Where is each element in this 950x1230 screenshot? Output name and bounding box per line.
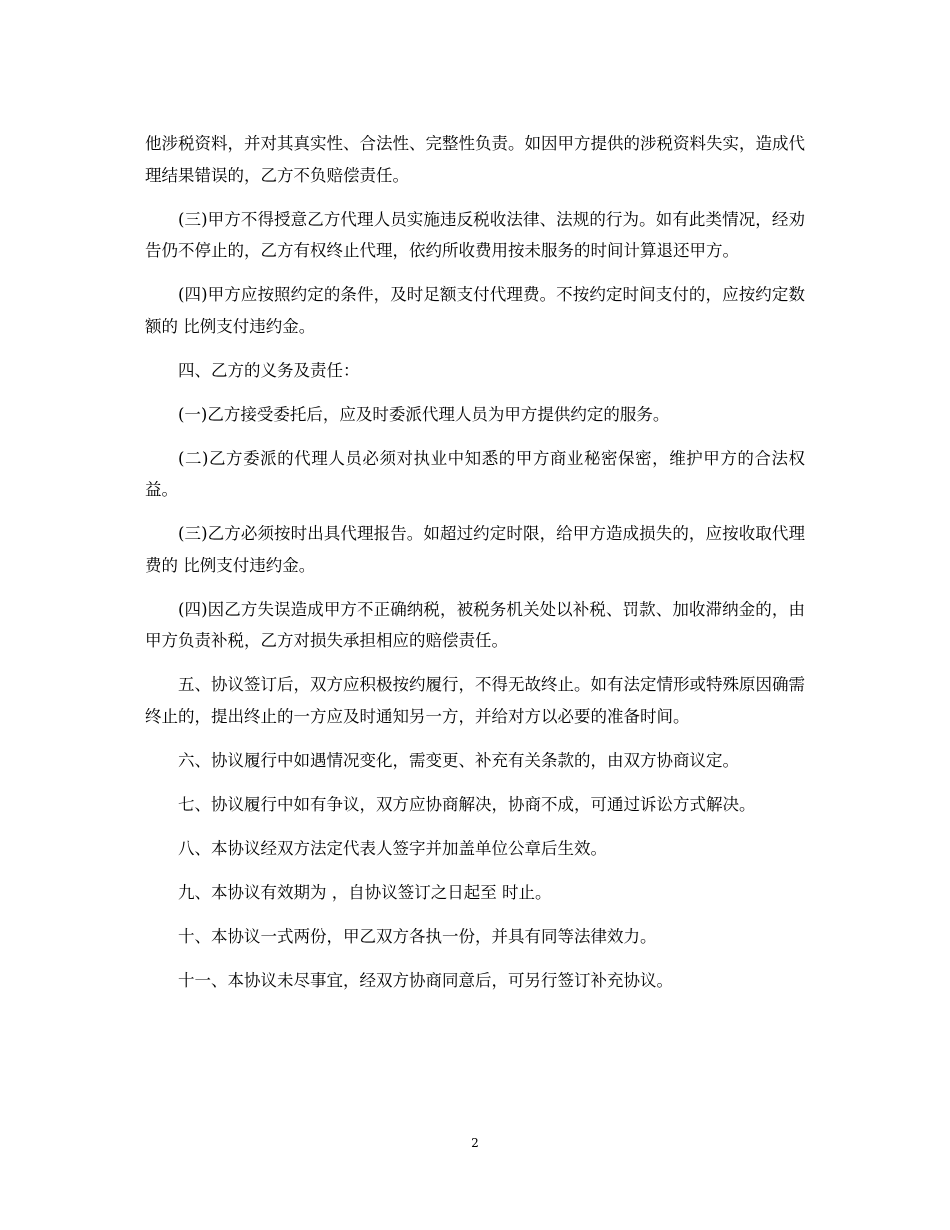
paragraph-clause-3-4: (四)甲方应按照约定的条件，及时足额支付代理费。不按约定时间支付的，应按约定数额的 比例支付违约金。	[145, 285, 805, 336]
section-heading-4: 四、乙方的义务及责任：	[178, 360, 360, 380]
paragraph-continuation: 他涉税资料，并对其真实性、合法性、完整性负责。如因甲方提供的涉税资料失实，造成代理结果错误的，乙方不负赔偿责任。	[145, 134, 805, 185]
paragraph-section-10: 十、本协议一式两份，甲乙双方各执一份，并具有同等法律效力。	[178, 926, 657, 946]
paragraph-clause-4-1: (一)乙方接受委托后，应及时委派代理人员为甲方提供约定的服务。	[178, 404, 670, 424]
paragraph-clause-4-2: (二)乙方委派的代理人员必须对执业中知悉的甲方商业秘密保密，维护甲方的合法权益。	[145, 448, 805, 499]
paragraph-section-6: 六、协议履行中如遇情况变化，需变更、补充有关条款的，由双方协商议定。	[178, 750, 739, 770]
paragraph-clause-3-3: (三)甲方不得授意乙方代理人员实施违反税收法律、法规的行为。如有此类情况，经劝告仍不停止的，乙方有权终止代理，依约所收费用按未服务的时间计算退还甲方。	[145, 209, 805, 260]
paragraph-section-8: 八、本协议经双方法定代表人签字并加盖单位公章后生效。	[178, 838, 607, 858]
document-body	[145, 128, 805, 1009]
paragraph-section-7: 七、协议履行中如有争议，双方应协商解决，协商不成，可通过诉讼方式解决。	[178, 794, 756, 814]
paragraph-clause-4-3: (三)乙方必须按时出具代理报告。如超过约定时限，给甲方造成损失的，应按收取代理费的 比例支付违约金。	[145, 524, 805, 575]
paragraph-section-9: 九、本协议有效期为 ，自协议签订之日起至 时止。	[178, 882, 552, 902]
paragraph-section-5: 五、协议签订后，双方应积极按约履行，不得无故终止。如有法定情形或特殊原因确需终止的，提出终止的一方应及时通知另一方，并给对方以必要的准备时间。	[145, 675, 805, 726]
paragraph-section-11: 十一、本协议未尽事宜，经双方协商同意后，可另行签订补充协议。	[178, 970, 673, 990]
page-number: 2	[471, 1136, 479, 1150]
paragraph-clause-4-4: (四)因乙方失误造成甲方不正确纳税，被税务机关处以补税、罚款、加收滞纳金的，由甲方负责补税，乙方对损失承担相应的赔偿责任。	[145, 599, 805, 650]
